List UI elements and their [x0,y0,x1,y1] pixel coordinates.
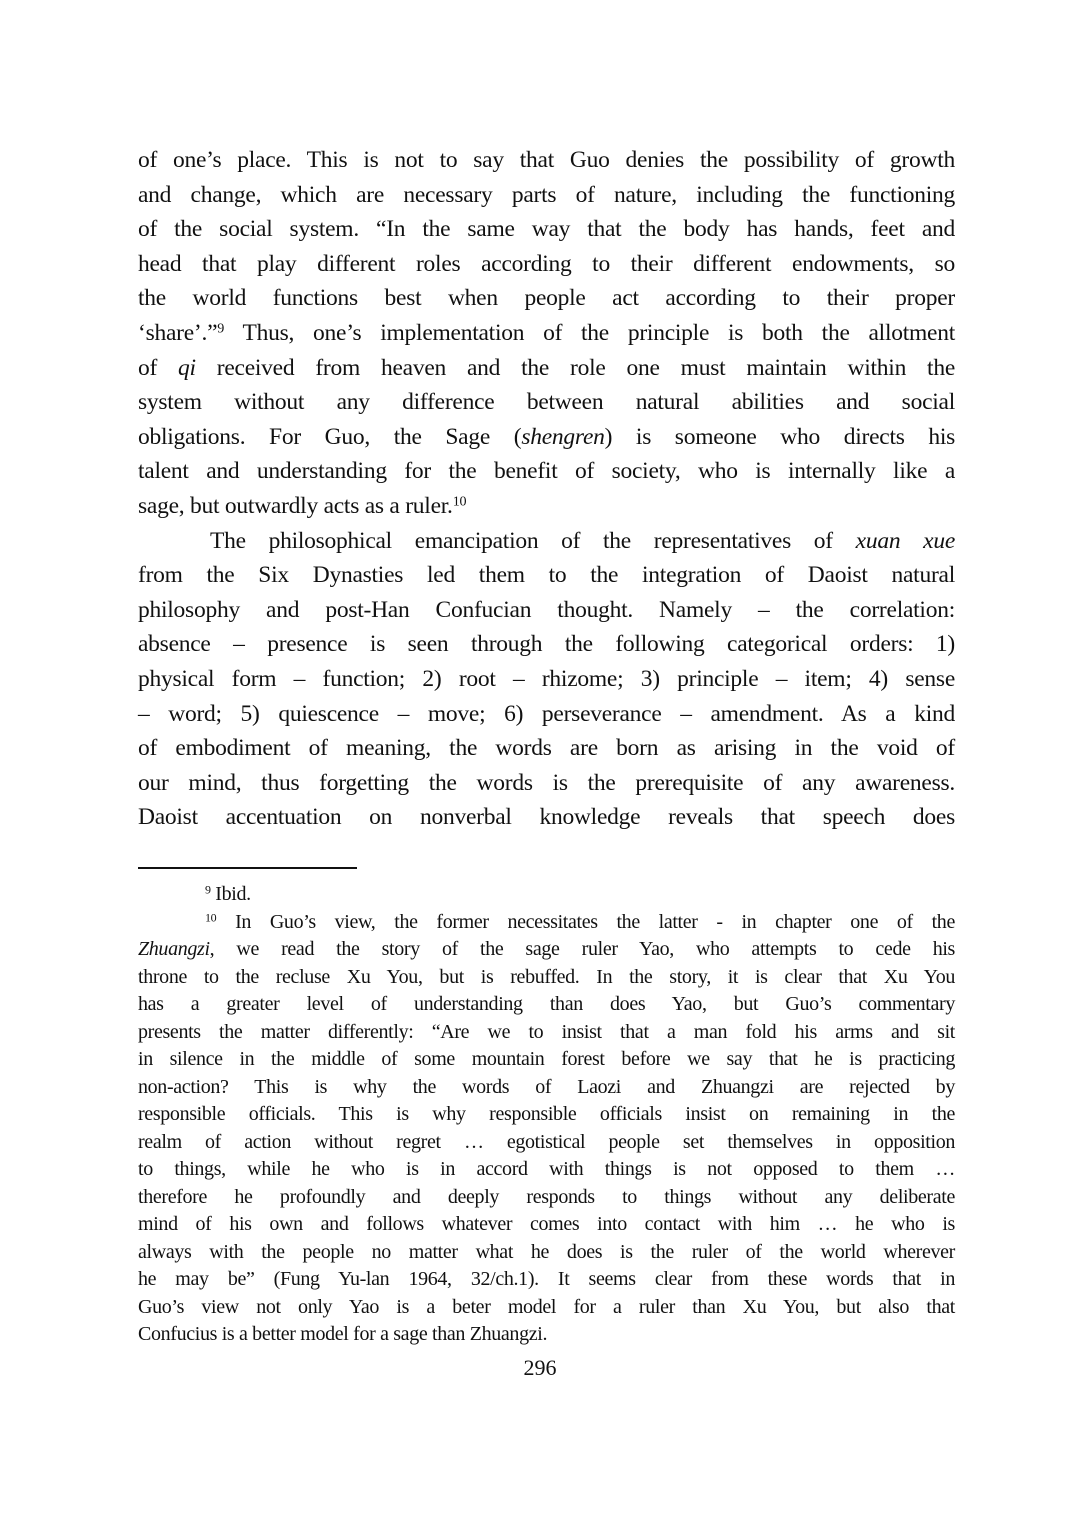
text-run: and change, which are necessary parts of nature, including the functioning [138,181,955,208]
text-run: ‘share’.” [138,319,218,346]
footnote-line [138,1046,955,1074]
footnote-line [138,881,955,909]
text-line [138,489,955,524]
footnote-line [138,964,955,992]
text-run: Ibid. [210,883,251,905]
text-run: absence – presence is seen through the following categorical orders: 1) [138,631,955,658]
footnote-ref: 9 [217,320,225,337]
text-run: of the social system. “In the same way that the body has hands, feet and [138,216,955,243]
text-run: Thus, one’s implementation of the principle is both the allotment [224,319,955,346]
text-run: of [138,354,179,381]
italic-term: xuan xue [855,527,955,554]
text-run: sage, but outwardly acts as a ruler. [138,492,453,519]
text-run: of one’s place. This is not to say that Guo denies the possibility of growth [138,147,955,173]
text-line [138,697,955,732]
footnote-line [138,1211,955,1239]
text-run: the world functions best when people act according to their proper [138,285,955,312]
text-run: he may be” (Fung Yu-lan 1964, 32/ch.1). It seems clear from these words that in [138,1268,955,1290]
text-run: obligations. For Guo, the Sage ( [138,423,522,450]
footnote-ref: 9 [205,882,211,897]
text-line [138,558,955,593]
page-number: 296 [523,1355,557,1380]
footnote-line [138,909,955,937]
text-line [138,593,955,628]
text-run: Guo’s view not only Yao is a beter model for a ruler than Xu You, but also that [138,1295,955,1318]
footnote-line [138,1239,955,1267]
text-line [138,800,955,835]
text-run: from the Six Dynasties led them to the integration of Daoist natural [138,562,955,589]
footnote-separator [138,867,357,869]
footnote-ref: 10 [452,493,467,510]
italic-term: Zhuangzi [138,938,210,960]
footnote-line [138,991,955,1019]
text-run: always with the people no matter what he does is the ruler of the world wherever [138,1240,955,1263]
text-run: Daoist accentuation on nonverbal knowledge reveals that speech does [138,804,955,831]
text-line [138,281,955,316]
text-line [138,731,955,766]
footnote-line [138,1101,955,1129]
text-run: has a greater level of understanding than does Yao, but Guo’s commentary [138,993,955,1015]
text-run: mind of his own and follows whatever comes into contact with him … he who is [138,1213,955,1235]
text-line [138,524,955,559]
text-run: to things, while he who is in accord with things is not opposed to them … [138,1158,955,1180]
text-line [138,247,955,282]
text-run: head that play different roles according to their different endowments, so [138,250,955,277]
text-run: In Guo’s view, the former necessitates the latter - in chapter one of the [216,910,955,933]
text-line [138,143,955,178]
text-run: talent and understanding for the benefit of society, who is internally like a [138,458,955,485]
text-line [138,178,955,213]
text-run: realm of action without regret … egotistical people set themselves in opposition [138,1130,955,1153]
body-text [138,143,955,835]
text-line [138,454,955,489]
footnotes [138,881,955,1349]
text-line [138,212,955,247]
italic-term: qi [178,354,196,381]
footnote-line [138,1321,955,1349]
text-run: throne to the recluse Xu You, but is rebuffed. In the story, it is clear that Xu You [138,965,955,988]
footnote-line [138,1294,955,1322]
footnote-line [138,1129,955,1157]
footnote-ref: 10 [205,909,217,924]
text-run: The philosophical emancipation of the representatives of [210,527,856,554]
italic-term: shengren [521,423,605,450]
text-line [138,766,955,801]
text-run: of embodiment of meaning, the words are born as arising in the void of [138,735,955,762]
text-run: – word; 5) quiescence – move; 6) perseverance – amendment. As a kind [138,700,955,727]
footnote-line [138,1019,955,1047]
text-line [138,385,955,420]
footnote-line [138,1184,955,1212]
text-line [138,316,955,351]
text-run: system without any difference between natural abilities and social [138,389,955,416]
footnote-line [138,1156,955,1184]
text-line [138,627,955,662]
text-run: our mind, thus forgetting the words is the prerequisite of any awareness. [138,769,955,796]
text-line [138,662,955,697]
text-run: therefore he profoundly and deeply responds to things without any deliberate [138,1185,955,1208]
text-run: ) is someone who directs his [604,423,955,450]
text-run: physical form – function; 2) root – rhizome; 3) principle – item; 4) sense [138,665,955,692]
text-run: responsible officials. This is why responsible officials insist on remaining in the [138,1103,955,1125]
text-run: , we read the story of the sage ruler Yao, who attempts to cede his [209,938,955,960]
text-line [138,351,955,386]
text-line [138,420,955,455]
text-run: non-action? This is why the words of Laozi and Zhuangzi are rejected by [138,1075,955,1098]
text-run: in silence in the middle of some mountain forest before we say that he is practicing [138,1048,955,1070]
footnote-line [138,1074,955,1102]
footnote-line [138,936,955,964]
text-run: Confucius is a better model for a sage than Zhuangzi. [138,1323,548,1345]
text-run: received from heaven and the role one must maintain within the [195,354,955,381]
text-run: presents the matter differently: “Are we to insist that a man fold his arms and sit [138,1020,955,1043]
text-run: philosophy and post-Han Confucian thought. Namely – the correlation: [138,596,955,623]
footnote-line [138,1266,955,1294]
